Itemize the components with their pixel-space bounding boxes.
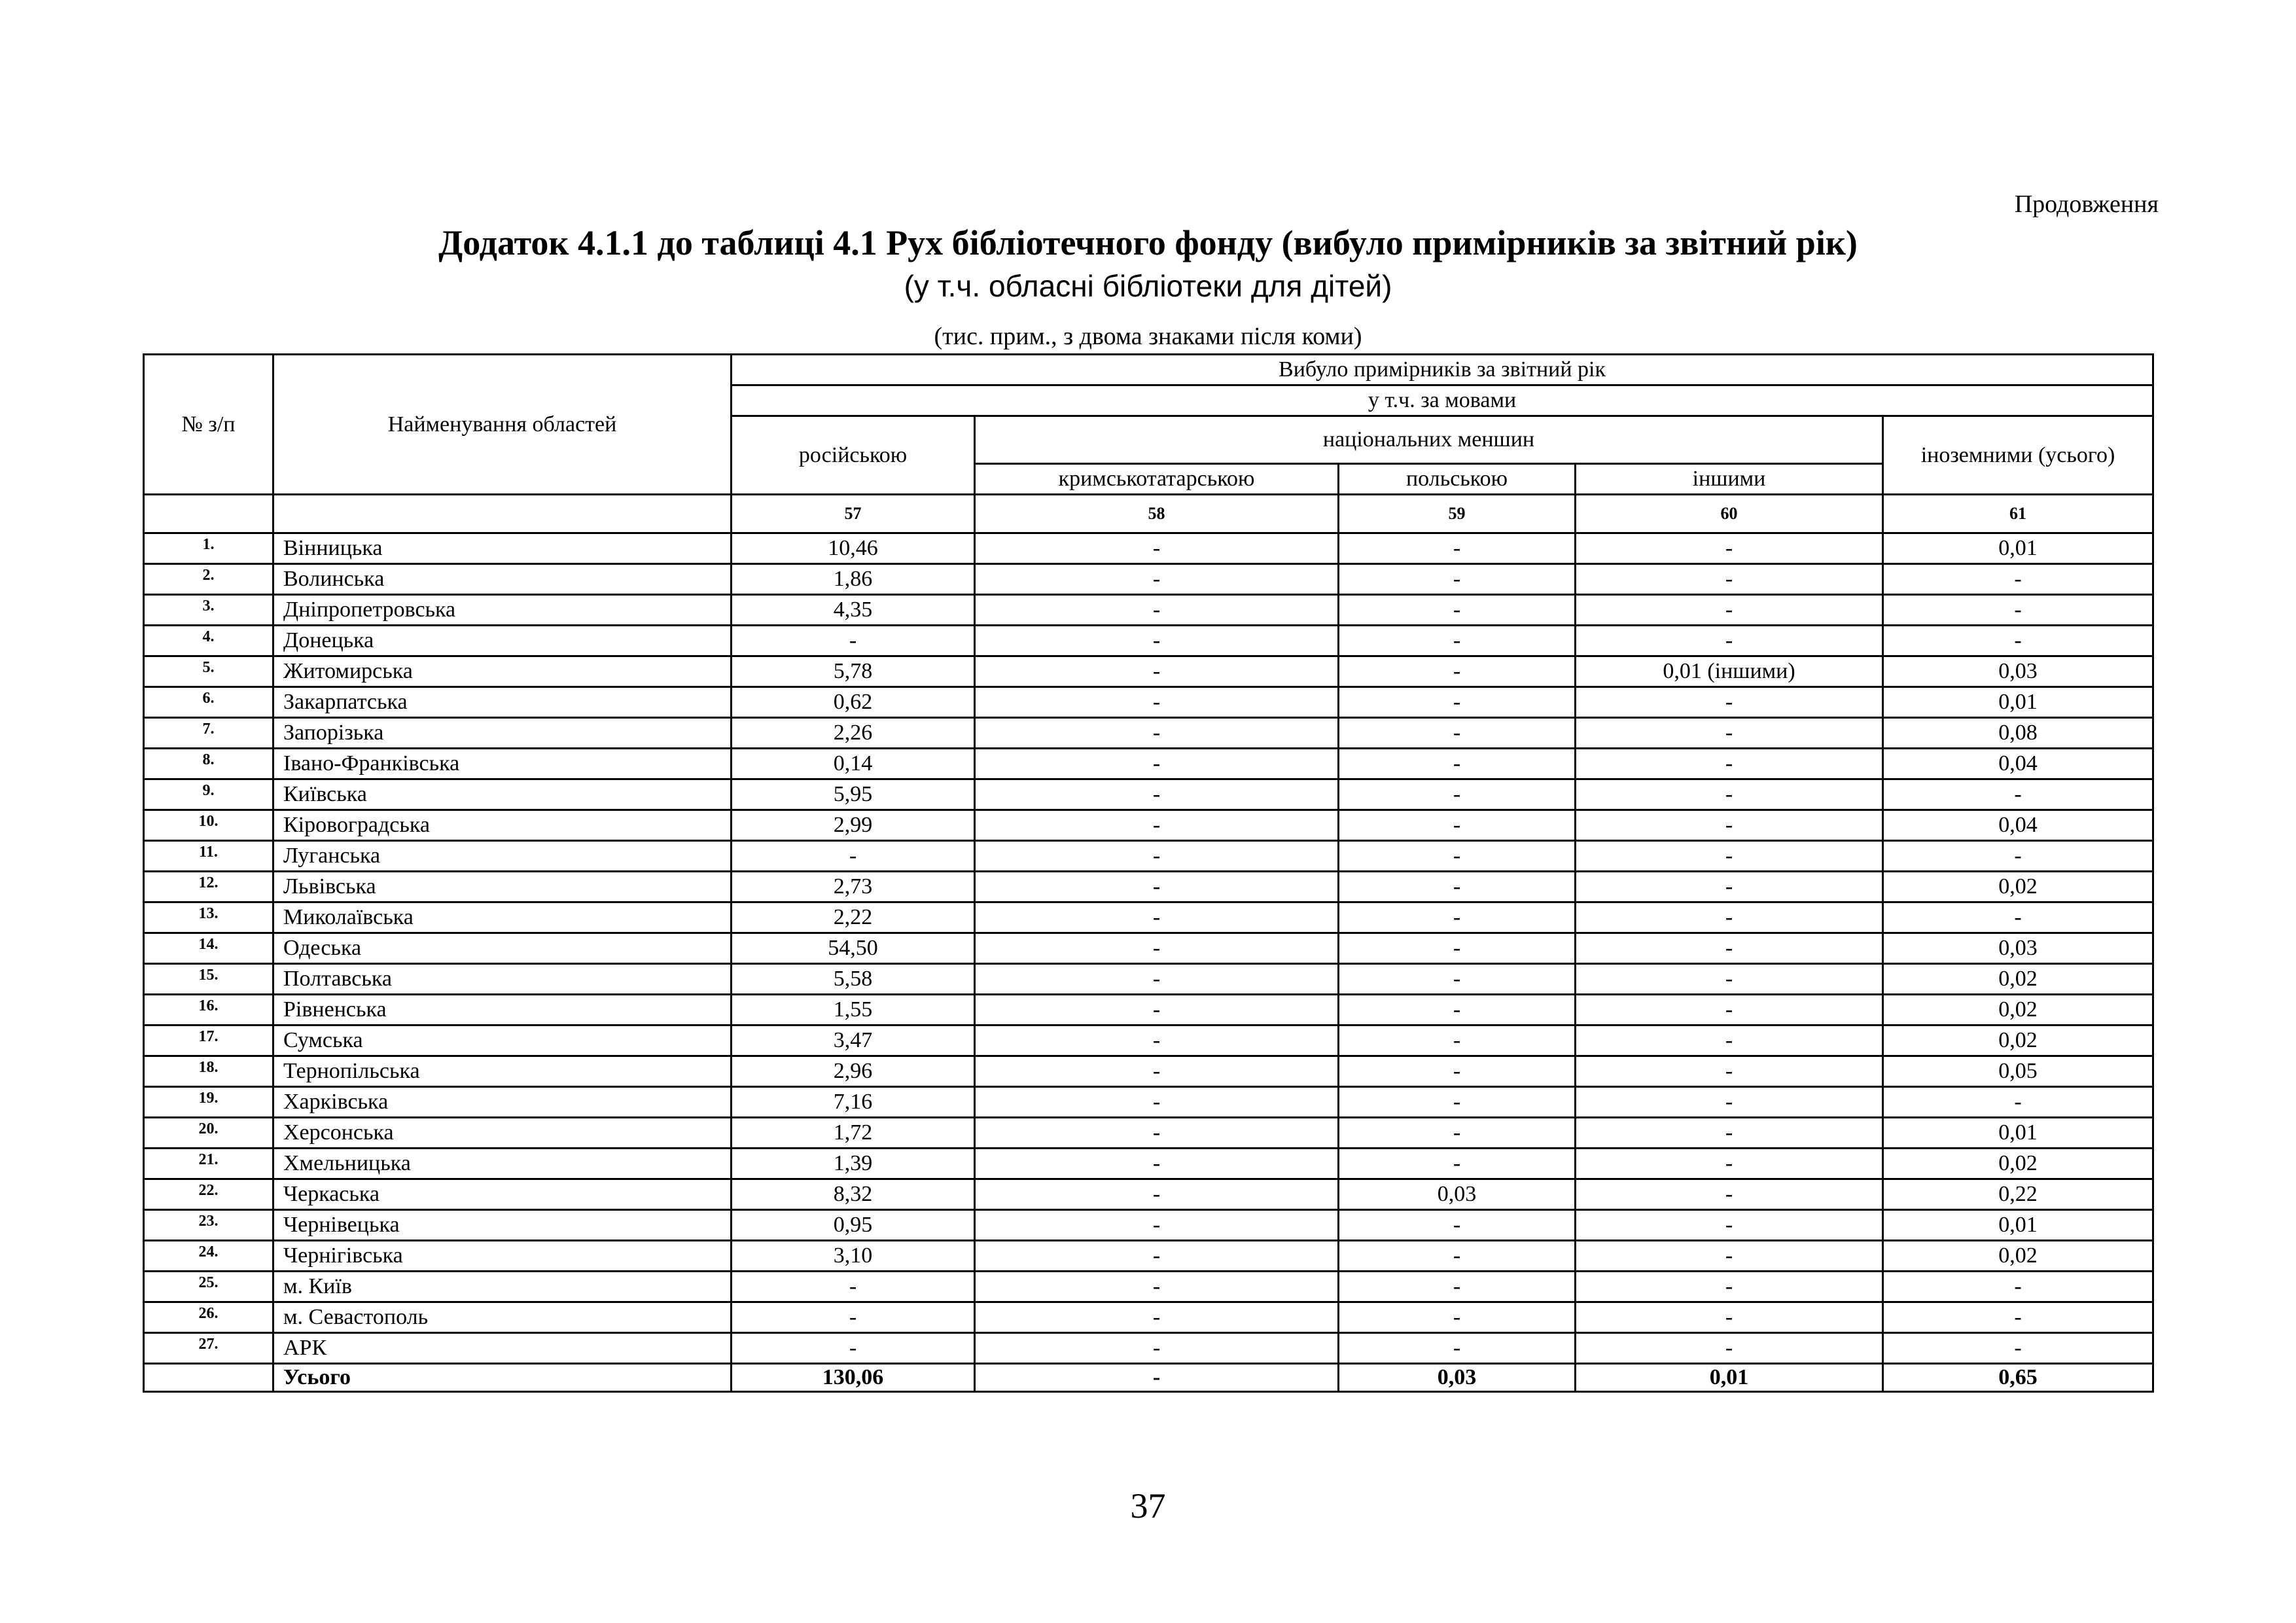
value-cell: - xyxy=(1339,779,1576,810)
row-number: 21. xyxy=(144,1149,274,1179)
value-cell: - xyxy=(975,687,1339,718)
value-cell: - xyxy=(1576,933,1883,964)
value-cell: 0,02 xyxy=(1883,1026,2153,1056)
value-cell: - xyxy=(975,964,1339,995)
value-cell: - xyxy=(975,1210,1339,1241)
value-cell: 3,10 xyxy=(732,1241,975,1272)
table-row xyxy=(144,595,2153,626)
table-row xyxy=(144,687,2153,718)
value-cell: - xyxy=(1576,810,1883,841)
value-cell: 1,55 xyxy=(732,995,975,1026)
region-name: Чернігівська xyxy=(274,1241,732,1272)
value-cell: 2,26 xyxy=(732,718,975,749)
table-row xyxy=(144,718,2153,749)
table-row xyxy=(144,1241,2153,1272)
value-cell: - xyxy=(1576,1087,1883,1118)
value-cell: 0,02 xyxy=(1883,1241,2153,1272)
header-by-language: у т.ч. за мовами xyxy=(732,385,2153,416)
value-cell: 2,22 xyxy=(732,902,975,933)
value-cell: - xyxy=(732,841,975,872)
header-crimean-tatar: кримськотатарською xyxy=(975,464,1339,495)
row-number: 5. xyxy=(144,656,274,687)
value-cell: 10,46 xyxy=(732,533,975,564)
value-cell: - xyxy=(1339,1087,1576,1118)
table-row xyxy=(144,1210,2153,1241)
header-russian: російською xyxy=(732,416,975,495)
table-row xyxy=(144,964,2153,995)
region-name: Херсонська xyxy=(274,1118,732,1149)
value-cell: 4,35 xyxy=(732,595,975,626)
units-note: (тис. прим., з двома знаками після коми) xyxy=(934,323,1362,350)
value-cell: 2,99 xyxy=(732,810,975,841)
value-cell: 0,02 xyxy=(1883,964,2153,995)
value-cell: - xyxy=(1576,1149,1883,1179)
value-cell: - xyxy=(975,872,1339,902)
region-name: Волинська xyxy=(274,564,732,595)
table-row xyxy=(144,1333,2153,1364)
value-cell: - xyxy=(975,1118,1339,1149)
value-cell: - xyxy=(1339,1149,1576,1179)
value-cell: 5,58 xyxy=(732,964,975,995)
value-cell: 0,03 xyxy=(1883,933,2153,964)
header-region: Найменування областей xyxy=(274,355,732,495)
table-row xyxy=(144,626,2153,656)
total-row xyxy=(144,1364,2153,1392)
value-cell: 0,02 xyxy=(1883,872,2153,902)
row-number: 24. xyxy=(144,1241,274,1272)
header-withdrawn: Вибуло примірників за звітний рік xyxy=(732,355,2153,385)
value-cell: 0,01 xyxy=(1883,1210,2153,1241)
table-row xyxy=(144,841,2153,872)
total-value-cell: 130,06 xyxy=(732,1364,975,1392)
value-cell: - xyxy=(975,718,1339,749)
table-row xyxy=(144,1272,2153,1302)
row-number: 15. xyxy=(144,964,274,995)
value-cell: 0,02 xyxy=(1883,1149,2153,1179)
row-number: 7. xyxy=(144,718,274,749)
value-cell: - xyxy=(732,1333,975,1364)
value-cell: - xyxy=(975,1087,1339,1118)
region-name: Сумська xyxy=(274,1026,732,1056)
row-number: 14. xyxy=(144,933,274,964)
region-name: Рівненська xyxy=(274,995,732,1026)
row-number: 12. xyxy=(144,872,274,902)
value-cell: 0,01 xyxy=(1883,1118,2153,1149)
value-cell: - xyxy=(1883,1333,2153,1364)
value-cell: 1,39 xyxy=(732,1149,975,1179)
header-national-minorities: національних меншин xyxy=(975,416,1883,464)
value-cell: - xyxy=(975,1302,1339,1333)
value-cell: - xyxy=(975,995,1339,1026)
value-cell: - xyxy=(1339,626,1576,656)
value-cell: 0,14 xyxy=(732,749,975,779)
value-cell: - xyxy=(1339,995,1576,1026)
region-name: Полтавська xyxy=(274,964,732,995)
total-value-cell: - xyxy=(975,1364,1339,1392)
table-row xyxy=(144,533,2153,564)
value-cell: - xyxy=(975,1149,1339,1179)
value-cell: - xyxy=(1339,656,1576,687)
region-name: Вінницька xyxy=(274,533,732,564)
total-value-cell: 0,03 xyxy=(1339,1364,1576,1392)
table-row xyxy=(144,1056,2153,1087)
value-cell: 1,72 xyxy=(732,1118,975,1149)
row-number: 9. xyxy=(144,779,274,810)
header-number-blank xyxy=(144,495,274,533)
row-number: 20. xyxy=(144,1118,274,1149)
value-cell: - xyxy=(975,749,1339,779)
value-cell: - xyxy=(1576,1302,1883,1333)
value-cell: - xyxy=(1576,872,1883,902)
header-foreign: іноземними (усього) xyxy=(1883,416,2153,495)
value-cell: - xyxy=(1339,533,1576,564)
value-cell: - xyxy=(1576,1026,1883,1056)
value-cell: 0,03 xyxy=(1883,656,2153,687)
region-name: Хмельницька xyxy=(274,1149,732,1179)
value-cell: - xyxy=(1339,1026,1576,1056)
value-cell: - xyxy=(1883,1302,2153,1333)
region-name: Івано-Франківська xyxy=(274,749,732,779)
row-number: 3. xyxy=(144,595,274,626)
row-number: 8. xyxy=(144,749,274,779)
value-cell: - xyxy=(975,779,1339,810)
total-value-cell: 0,65 xyxy=(1883,1364,2153,1392)
region-name: м. Київ xyxy=(274,1272,732,1302)
value-cell: 0,02 xyxy=(1883,995,2153,1026)
value-cell: - xyxy=(1883,1087,2153,1118)
row-number: 11. xyxy=(144,841,274,872)
value-cell: - xyxy=(1339,1118,1576,1149)
row-number: 1. xyxy=(144,533,274,564)
region-name: м. Севастополь xyxy=(274,1302,732,1333)
header-number: № з/п xyxy=(144,355,274,495)
table-row xyxy=(144,656,2153,687)
value-cell: 8,32 xyxy=(732,1179,975,1210)
column-number: 59 xyxy=(1339,495,1576,533)
column-number: 58 xyxy=(975,495,1339,533)
region-name: Житомирська xyxy=(274,656,732,687)
value-cell: - xyxy=(1339,1302,1576,1333)
region-name: Луганська xyxy=(274,841,732,872)
table-row xyxy=(144,1149,2153,1179)
value-cell: - xyxy=(1339,687,1576,718)
value-cell: - xyxy=(1576,1272,1883,1302)
value-cell: - xyxy=(1576,564,1883,595)
page-number: 37 xyxy=(1130,1486,1166,1525)
value-cell: - xyxy=(1576,687,1883,718)
row-number: 25. xyxy=(144,1272,274,1302)
row-number: 13. xyxy=(144,902,274,933)
region-name: АРК xyxy=(274,1333,732,1364)
value-cell: - xyxy=(1339,595,1576,626)
table-header xyxy=(144,355,2153,533)
value-cell: - xyxy=(1576,718,1883,749)
value-cell: - xyxy=(975,841,1339,872)
value-cell: - xyxy=(1339,964,1576,995)
value-cell: 0,08 xyxy=(1883,718,2153,749)
value-cell: - xyxy=(975,626,1339,656)
row-number: 2. xyxy=(144,564,274,595)
region-name: Запорізька xyxy=(274,718,732,749)
value-cell: - xyxy=(1883,779,2153,810)
region-name: Львівська xyxy=(274,872,732,902)
row-number: 6. xyxy=(144,687,274,718)
value-cell: - xyxy=(975,933,1339,964)
value-cell: - xyxy=(1339,841,1576,872)
column-number: 60 xyxy=(1576,495,1883,533)
value-cell: - xyxy=(975,656,1339,687)
row-number: 19. xyxy=(144,1087,274,1118)
value-cell: 0,03 xyxy=(1339,1179,1576,1210)
table-row xyxy=(144,1026,2153,1056)
table-row xyxy=(144,1179,2153,1210)
value-cell: 0,01 (іншими) xyxy=(1576,656,1883,687)
table-row xyxy=(144,1302,2153,1333)
value-cell: - xyxy=(1883,626,2153,656)
value-cell: 0,62 xyxy=(732,687,975,718)
value-cell: - xyxy=(1883,595,2153,626)
region-name: Тернопільська xyxy=(274,1056,732,1087)
table-row xyxy=(144,933,2153,964)
value-cell: - xyxy=(732,626,975,656)
value-cell: - xyxy=(1576,995,1883,1026)
value-cell: - xyxy=(975,1179,1339,1210)
region-name: Миколаївська xyxy=(274,902,732,933)
value-cell: - xyxy=(975,1056,1339,1087)
page-subtitle: (у т.ч. обласні бібліотеки для дітей) xyxy=(904,269,1392,303)
value-cell: - xyxy=(1576,1118,1883,1149)
value-cell: - xyxy=(975,595,1339,626)
value-cell: - xyxy=(975,1272,1339,1302)
value-cell: 0,22 xyxy=(1883,1179,2153,1210)
value-cell: 5,95 xyxy=(732,779,975,810)
value-cell: - xyxy=(1339,749,1576,779)
value-cell: - xyxy=(975,902,1339,933)
value-cell: - xyxy=(975,533,1339,564)
value-cell: - xyxy=(1339,810,1576,841)
value-cell: 0,01 xyxy=(1883,533,2153,564)
table-row xyxy=(144,995,2153,1026)
value-cell: - xyxy=(1339,1272,1576,1302)
region-name: Дніпропетровська xyxy=(274,595,732,626)
value-cell: - xyxy=(1576,626,1883,656)
value-cell: 3,47 xyxy=(732,1026,975,1056)
row-number: 23. xyxy=(144,1210,274,1241)
value-cell: - xyxy=(1576,902,1883,933)
table-row xyxy=(144,810,2153,841)
page-title: Додаток 4.1.1 до таблиці 4.1 Рух бібліотечного фонду (вибуло примірників за звітний рік) xyxy=(438,223,1858,262)
region-name: Харківська xyxy=(274,1087,732,1118)
row-number: 16. xyxy=(144,995,274,1026)
value-cell: - xyxy=(975,1026,1339,1056)
region-name: Донецька xyxy=(274,626,732,656)
value-cell: 0,95 xyxy=(732,1210,975,1241)
table-row xyxy=(144,902,2153,933)
region-name: Одеська xyxy=(274,933,732,964)
value-cell: - xyxy=(732,1272,975,1302)
value-cell: - xyxy=(1576,964,1883,995)
row-number: 10. xyxy=(144,810,274,841)
value-cell: - xyxy=(1576,1179,1883,1210)
value-cell: - xyxy=(1339,1333,1576,1364)
value-cell: - xyxy=(1576,841,1883,872)
column-number: 57 xyxy=(732,495,975,533)
value-cell: - xyxy=(1339,933,1576,964)
region-name: Чернівецька xyxy=(274,1210,732,1241)
table-row xyxy=(144,779,2153,810)
value-cell: - xyxy=(1576,595,1883,626)
header-other: іншими xyxy=(1576,464,1883,495)
value-cell: 2,73 xyxy=(732,872,975,902)
row-number: 17. xyxy=(144,1026,274,1056)
value-cell: - xyxy=(1339,1056,1576,1087)
total-value-cell: 0,01 xyxy=(1576,1364,1883,1392)
value-cell: - xyxy=(1339,902,1576,933)
value-cell: - xyxy=(732,1302,975,1333)
value-cell: 5,78 xyxy=(732,656,975,687)
column-number: 61 xyxy=(1883,495,2153,533)
value-cell: 0,04 xyxy=(1883,810,2153,841)
value-cell: - xyxy=(1339,564,1576,595)
region-name: Закарпатська xyxy=(274,687,732,718)
value-cell: - xyxy=(1576,533,1883,564)
value-cell: - xyxy=(1339,872,1576,902)
table-row xyxy=(144,1118,2153,1149)
table-row xyxy=(144,564,2153,595)
region-name: Київська xyxy=(274,779,732,810)
value-cell: - xyxy=(1339,1210,1576,1241)
value-cell: - xyxy=(1576,1241,1883,1272)
region-name: Черкаська xyxy=(274,1179,732,1210)
value-cell: - xyxy=(1883,564,2153,595)
value-cell: 0,04 xyxy=(1883,749,2153,779)
table-row xyxy=(144,1087,2153,1118)
value-cell: - xyxy=(975,810,1339,841)
value-cell: - xyxy=(1576,779,1883,810)
value-cell: - xyxy=(1576,1333,1883,1364)
value-cell: - xyxy=(1883,841,2153,872)
value-cell: - xyxy=(1883,902,2153,933)
region-name: Кіровоградська xyxy=(274,810,732,841)
total-number-blank xyxy=(144,1364,274,1392)
value-cell: 0,01 xyxy=(1883,687,2153,718)
value-cell: - xyxy=(1576,1056,1883,1087)
row-number: 18. xyxy=(144,1056,274,1087)
value-cell: 54,50 xyxy=(732,933,975,964)
value-cell: - xyxy=(1339,718,1576,749)
table-row xyxy=(144,749,2153,779)
header-polish: польською xyxy=(1339,464,1576,495)
value-cell: - xyxy=(975,564,1339,595)
library-fund-table xyxy=(143,353,2154,1393)
table-body xyxy=(144,533,2153,1392)
value-cell: - xyxy=(1576,749,1883,779)
value-cell: - xyxy=(1883,1272,2153,1302)
continuation-label: Продовження xyxy=(2014,190,2159,218)
value-cell: 0,05 xyxy=(1883,1056,2153,1087)
table-row xyxy=(144,872,2153,902)
value-cell: - xyxy=(975,1333,1339,1364)
value-cell: 2,96 xyxy=(732,1056,975,1087)
value-cell: 7,16 xyxy=(732,1087,975,1118)
value-cell: - xyxy=(975,1241,1339,1272)
total-label: Усього xyxy=(274,1364,732,1392)
row-number: 27. xyxy=(144,1333,274,1364)
value-cell: - xyxy=(1339,1241,1576,1272)
row-number: 22. xyxy=(144,1179,274,1210)
row-number: 4. xyxy=(144,626,274,656)
value-cell: 1,86 xyxy=(732,564,975,595)
value-cell: - xyxy=(1576,1210,1883,1241)
header-region-blank xyxy=(274,495,732,533)
row-number: 26. xyxy=(144,1302,274,1333)
